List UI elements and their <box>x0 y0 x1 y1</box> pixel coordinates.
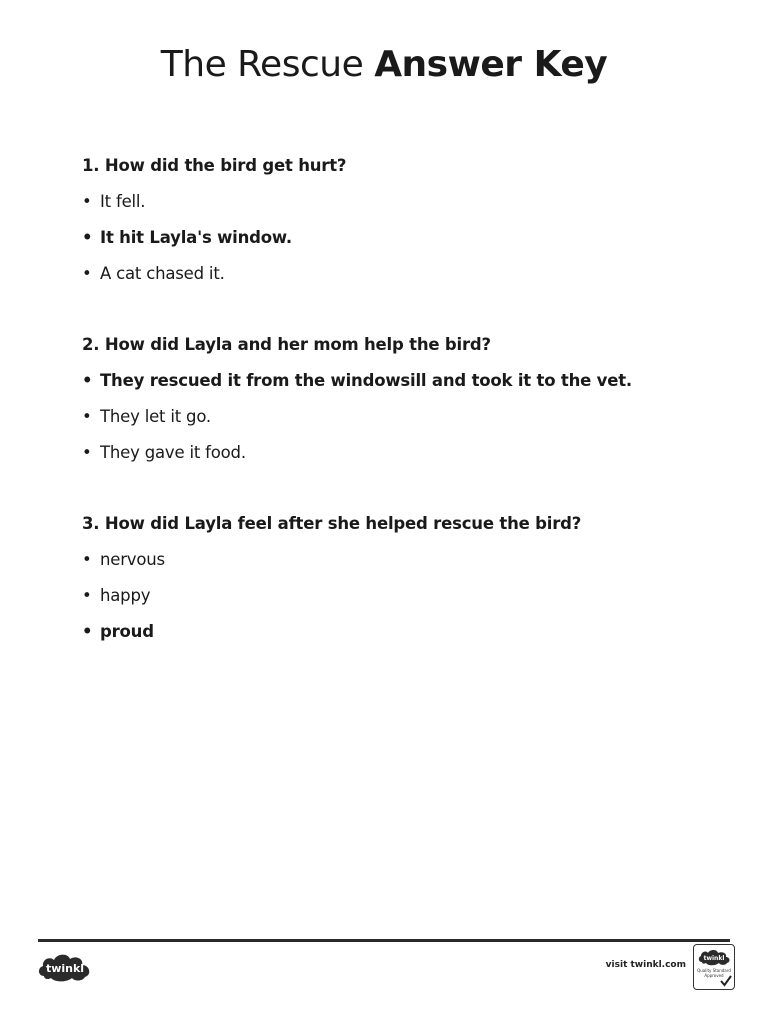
visit-twinkl-link[interactable]: visit twinkl.com <box>605 960 686 970</box>
question-2 <box>82 334 722 478</box>
question-text: 1. How did the bird get hurt? <box>82 156 347 175</box>
badge-logo-text: twinkl <box>703 955 725 962</box>
question-text: 2. How did Layla and her mom help the bird? <box>82 335 491 354</box>
badge-line-1: Quality Standard <box>697 968 731 973</box>
question-3 <box>82 513 722 657</box>
title-answer-key: Answer Key <box>374 44 608 85</box>
question-text: 3. How did Layla feel after she helped rescue the bird? <box>82 514 582 533</box>
twinkl-logo[interactable] <box>36 950 94 984</box>
answer-option-correct: • They rescued it from the windowsill and took it to the vet. <box>82 370 722 392</box>
answer-option-correct: • proud <box>82 621 722 643</box>
answer-option-correct: • It hit Layla's window. <box>82 227 722 249</box>
answer-option: • nervous <box>82 549 722 571</box>
twinkl-logo-text: twinkl <box>45 962 85 975</box>
answer-option: • They let it go. <box>82 406 722 428</box>
footer-divider <box>38 939 730 942</box>
answer-option: • They gave it food. <box>82 442 722 464</box>
title-main: The Rescue <box>160 44 364 85</box>
checkmark-icon <box>720 975 732 987</box>
question-1 <box>82 155 722 299</box>
answer-option: • A cat chased it. <box>82 263 722 285</box>
answer-option: • It fell. <box>82 191 722 213</box>
badge-line-2: Approved <box>704 973 724 978</box>
quality-standard-badge <box>693 944 735 990</box>
page-title <box>0 40 768 90</box>
answer-option: • happy <box>82 585 722 607</box>
badge-logo-icon <box>697 948 731 966</box>
